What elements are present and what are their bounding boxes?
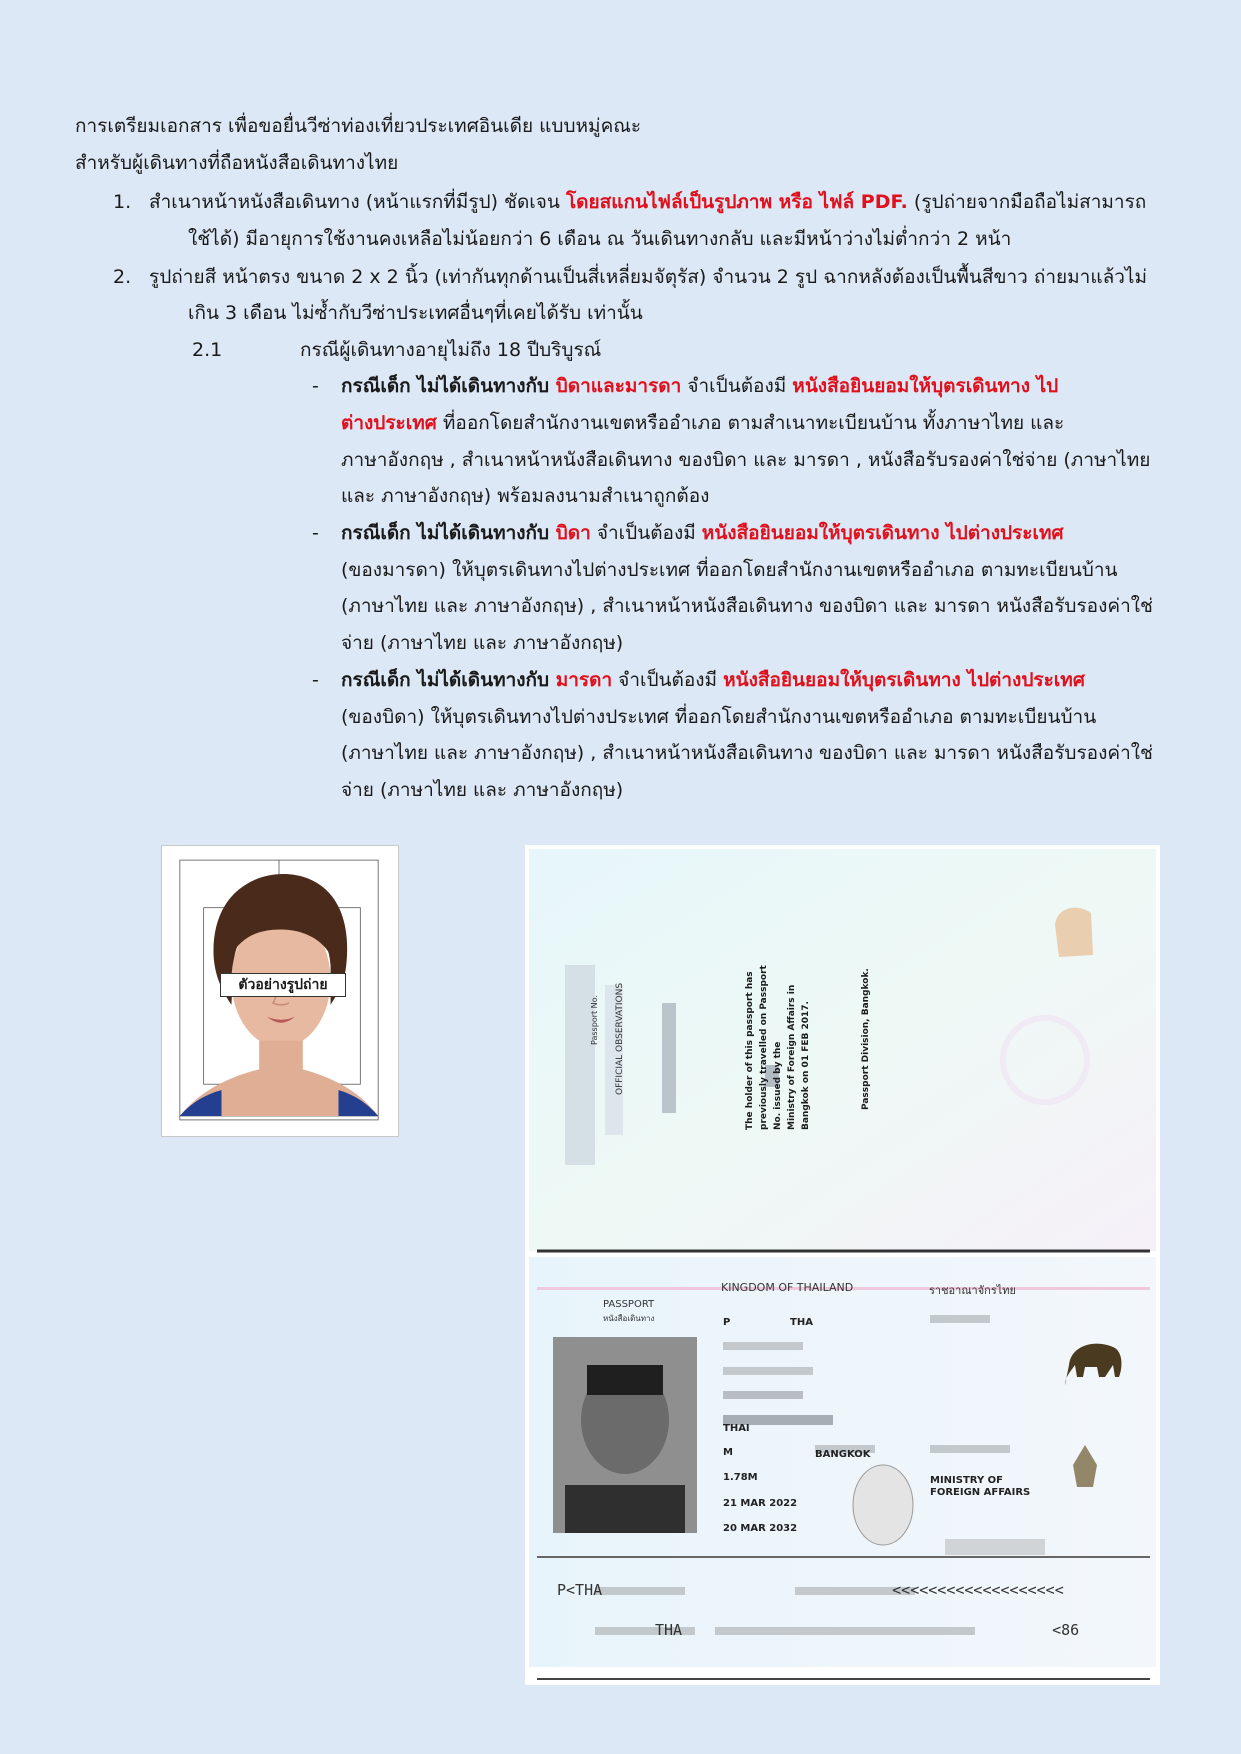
mrz-line-1 <box>557 1581 1064 1599</box>
bullet-1-line-3: ภาษาอังกฤษ , สำเนาหน้าหนังสือเดินทาง ของบิดา และ มารดา , หนังสือรับรองค่าใช่จ่าย (ภาษาไทย <box>341 449 1151 471</box>
bullet-1-line-4: และ ภาษาอังกฤษ) พร้อมลงนามสำเนาถูกต้อง <box>341 485 710 507</box>
bullet-2-doc: หนังสือยินยอมให้บุตรเดินทาง ไปต่างประเทศ <box>701 522 1064 544</box>
item-2-line-1: รูปถ่ายสี หน้าตรง ขนาด 2 x 2 นิ้ว (เท่ากันทุกด้านเป็นสี่เหลี่ยมจัตุรัส) จำนวน 2 รูป ฉากหลังต้องเป็นพื้นสีขาว ถ่ายมาแล้วไม่ <box>149 266 1147 288</box>
passport-birthplace: BANGKOK <box>815 1449 871 1460</box>
passport-type: P <box>723 1317 731 1328</box>
observation-note-line-4: Ministry of Foreign Affairs in <box>787 984 797 1130</box>
item-1-line-2: ใช้ได้) มีอายุการใช้งานคงเหลือไม่น้อยกว่า 6 เดือน ณ วันเดินทางกลับ และมีหน้าว่างไม่ต่ำกว่า 2 หน้า <box>188 228 1012 250</box>
bullet-3-doc: หนังสือยินยอมให้บุตรเดินทาง ไปต่างประเทศ <box>723 669 1085 691</box>
observation-note-line-1: The holder of this passport has <box>745 971 755 1130</box>
bullet-1-rest-1: ที่ออกโดยสำนักงานเขตหรืออำเภอ ตามสำเนาทะเบียนบ้าน ทั้งภาษาไทย และ <box>436 412 1065 434</box>
observation-note-line-5: Bangkok on 01 FEB 2017. <box>801 1001 811 1130</box>
passport-issue-date: 21 MAR 2022 <box>723 1498 798 1509</box>
bullet-3-line-4: จ่าย (ภาษาไทย และ ภาษาอังกฤษ) <box>341 779 624 801</box>
mrz-line-2-end: <86 <box>1052 1621 1080 1639</box>
passport-division: Passport Division, Bangkok. <box>861 968 871 1110</box>
passport-word: PASSPORT <box>603 1299 655 1310</box>
passport-authority-line-2: FOREIGN AFFAIRS <box>930 1487 1031 1498</box>
observation-note-line-2: previously travelled on Passport <box>759 965 769 1130</box>
sample-photo <box>161 845 399 1137</box>
bullet-3-who: มารดา <box>555 669 613 691</box>
bullet-2-line-4: จ่าย (ภาษาไทย และ ภาษาอังกฤษ) <box>341 632 624 654</box>
bullet-3-line-3: (ภาษาไทย และ ภาษาอังกฤษ) , สำเนาหน้าหนังสือเดินทาง ของบิดา และ มารดา หนังสือรับรองค่าใช่ <box>341 742 1153 764</box>
heading-line-1: การเตรียมเอกสาร เพื่อขอยื่นวีซ่าท่องเที่ยวประเทศอินเดีย แบบหมู่คณะ <box>75 115 642 137</box>
bullet-3-mid: จำเป็นต้องมี <box>612 669 724 691</box>
passport-nationality: THAI <box>723 1423 750 1434</box>
observation-note-line-3: No. issued by the <box>773 1041 783 1130</box>
passport-sample <box>525 845 1160 1685</box>
bullet-1-line-1 <box>341 372 1058 400</box>
sub-item-number: 2.1 <box>192 339 223 361</box>
bullet-2-lead: กรณีเด็ก ไม่ได้เดินทางกับ <box>341 522 556 544</box>
mrz-line-1-end: <<<<<<<<<<<<<<<<<<< <box>892 1581 1064 1599</box>
bullet-1-who: บิดาและมารดา <box>555 375 682 397</box>
sample-photo-label: ตัวอย่างรูปถ่าย <box>220 973 346 997</box>
bullet-1-mid: จำเป็นต้องมี <box>681 375 793 397</box>
item-1-text-b: (รูปถ่ายจากมือถือไม่สามารถ <box>907 191 1147 213</box>
passport-sex: M <box>723 1447 733 1458</box>
bullet-2-line-3: (ภาษาไทย และ ภาษาอังกฤษ) , สำเนาหน้าหนังสือเดินทาง ของบิดา และ มารดา หนังสือรับรองค่าใช่ <box>341 595 1153 617</box>
bullet-3-dash: - <box>312 669 319 691</box>
bullet-1-line-2 <box>341 409 1064 437</box>
observation-note <box>743 965 813 1130</box>
kingdom-en: KINGDOM OF THAILAND <box>721 1281 854 1294</box>
item-1-number: 1. <box>113 191 132 213</box>
bullet-3-line-1 <box>341 666 1085 694</box>
item-2-number: 2. <box>113 266 132 288</box>
mrz-line-1-start: P<THA <box>557 1581 603 1599</box>
passport-expiry-date: 20 MAR 2032 <box>723 1523 798 1534</box>
mrz-line-2 <box>655 1621 1079 1639</box>
passport-country: THA <box>790 1317 813 1328</box>
item-2-line-2: เกิน 3 เดือน ไม่ซ้ำกับวีซ่าประเทศอื่นๆที่เคยได้รับ เท่านั้น <box>188 302 643 324</box>
kingdom-th: ราชอาณาจักรไทย <box>929 1284 1016 1297</box>
mrz-line-2-start: THA <box>655 1621 683 1639</box>
passport-authority <box>930 1475 1030 1499</box>
bullet-3-lead: กรณีเด็ก ไม่ได้เดินทางกับ <box>341 669 556 691</box>
heading-line-2: สำหรับผู้เดินทางที่ถือหนังสือเดินทางไทย <box>75 152 399 174</box>
item-1-text-a: สำเนาหน้าหนังสือเดินทาง (หน้าแรกที่มีรูป) ชัดเจน <box>149 191 566 213</box>
bullet-1-lead: กรณีเด็ก ไม่ได้เดินทางกับ <box>341 375 556 397</box>
bullet-1-doc-2: ต่างประเทศ <box>341 412 437 434</box>
sub-item-text: กรณีผู้เดินทางอายุไม่ถึง 18 ปีบริบูรณ์ <box>300 339 602 361</box>
bullet-2-mid: จำเป็นต้องมี <box>590 522 702 544</box>
item-1-line-1 <box>149 188 1146 216</box>
bullet-2-line-2: (ของมารดา) ให้บุตรเดินทางไปต่างประเทศ ที่ออกโดยสำนักงานเขตหรืออำเภอ ตามทะเบียนบ้าน <box>341 559 1118 581</box>
bullet-3-line-2: (ของบิดา) ให้บุตรเดินทางไปต่างประเทศ ที่ออกโดยสำนักงานเขตหรืออำเภอ ตามทะเบียนบ้าน <box>341 706 1097 728</box>
official-observations-title: OFFICIAL OBSERVATIONS <box>615 982 625 1095</box>
bullet-1-doc: หนังสือยินยอมให้บุตรเดินทาง ไป <box>792 375 1059 397</box>
bullet-2-line-1 <box>341 519 1064 547</box>
bullet-1-dash: - <box>312 375 319 397</box>
item-1-highlight: โดยสแกนไฟล์เป็นรูปภาพ หรือ ไฟล์ PDF. <box>565 191 908 213</box>
bullet-2-who: บิดา <box>555 522 591 544</box>
passport-height: 1.78M <box>723 1472 758 1483</box>
passport-thai-word: หนังสือเดินทาง <box>603 1314 655 1323</box>
bullet-2-dash: - <box>312 522 319 544</box>
passport-authority-line-1: MINISTRY OF <box>930 1475 1003 1486</box>
passport-no-label: Passport No. <box>590 995 599 1045</box>
